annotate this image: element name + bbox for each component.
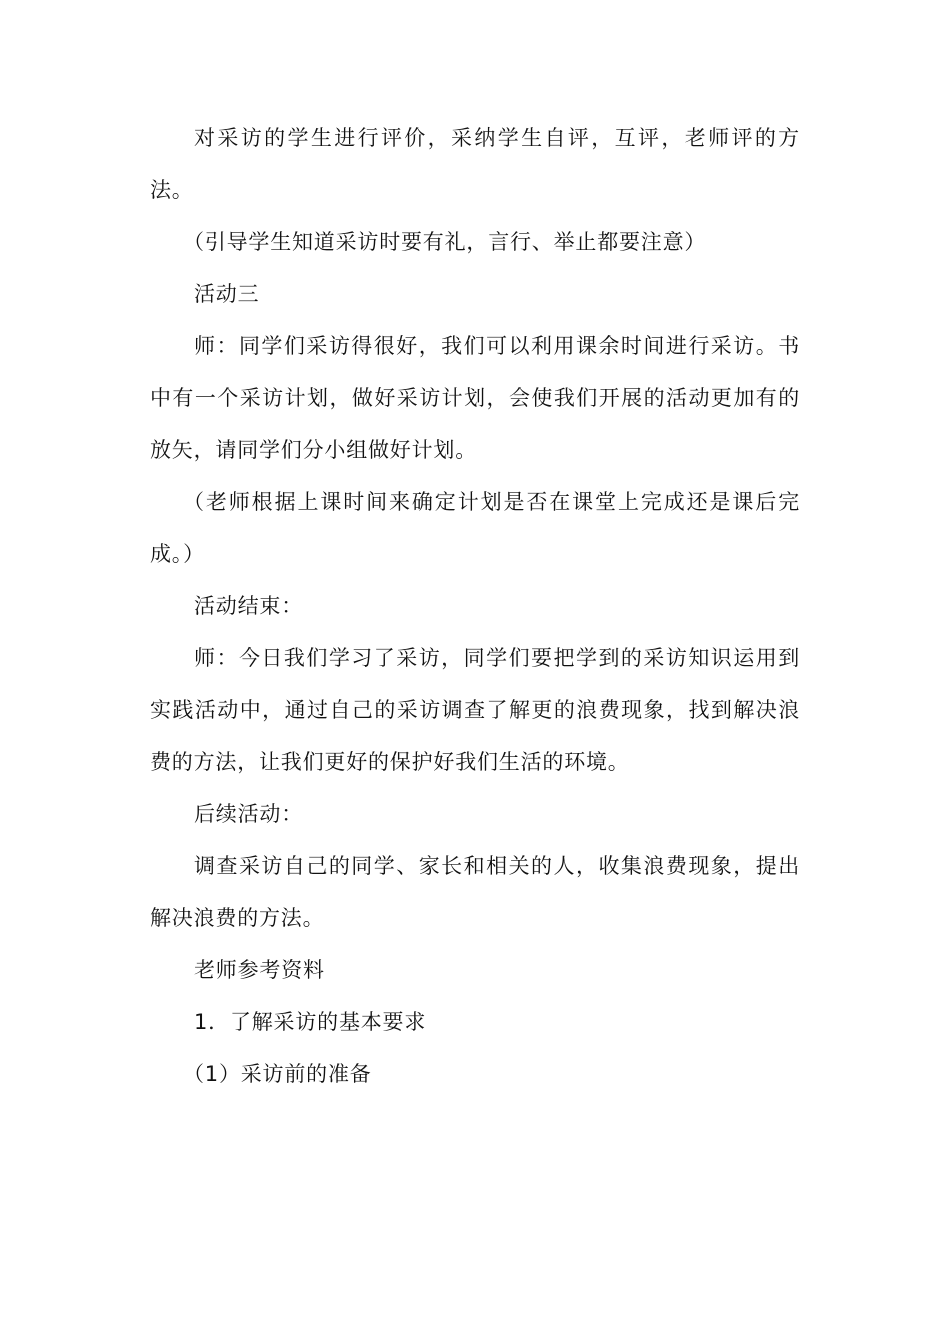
- list-item-preparation: （1）采访前的准备: [183, 1062, 372, 1086]
- list-item-basic-requirements: 1．了解采访的基本要求: [194, 1010, 427, 1034]
- heading-activity-three: 活动三: [194, 282, 260, 306]
- paragraph-evaluation: 对采访的学生进行评价，采纳学生自评，互评，老师评的方法。: [150, 126, 800, 202]
- paragraph-note-courtesy: （引导学生知道采访时要有礼，言行、举止都要注意）: [183, 230, 707, 254]
- document-body: [150, 112, 800, 1100]
- paragraph-note-timing: （老师根据上课时间来确定计划是否在课堂上完成还是课后完成。）: [150, 490, 800, 566]
- paragraph-follow-up-task: 调查采访自己的同学、家长和相关的人，收集浪费现象，提出解决浪费的方法。: [150, 854, 800, 930]
- heading-reference: 老师参考资料: [194, 958, 325, 982]
- paragraph-teacher-summary: 师：今日我们学习了采访，同学们要把学到的采访知识运用到实践活动中，通过自己的采访调查了解更的浪费现象，找到解决浪费的方法，让我们更好的保护好我们生活的环境。: [150, 646, 800, 774]
- heading-activity-end: 活动结束：: [194, 594, 303, 618]
- paragraph-teacher-plan: 师：同学们采访得很好，我们可以利用课余时间进行采访。书中有一个采访计划，做好采访计划，会使我们开展的活动更加有的放矢，请同学们分小组做好计划。: [150, 334, 800, 462]
- heading-follow-up: 后续活动：: [194, 802, 303, 826]
